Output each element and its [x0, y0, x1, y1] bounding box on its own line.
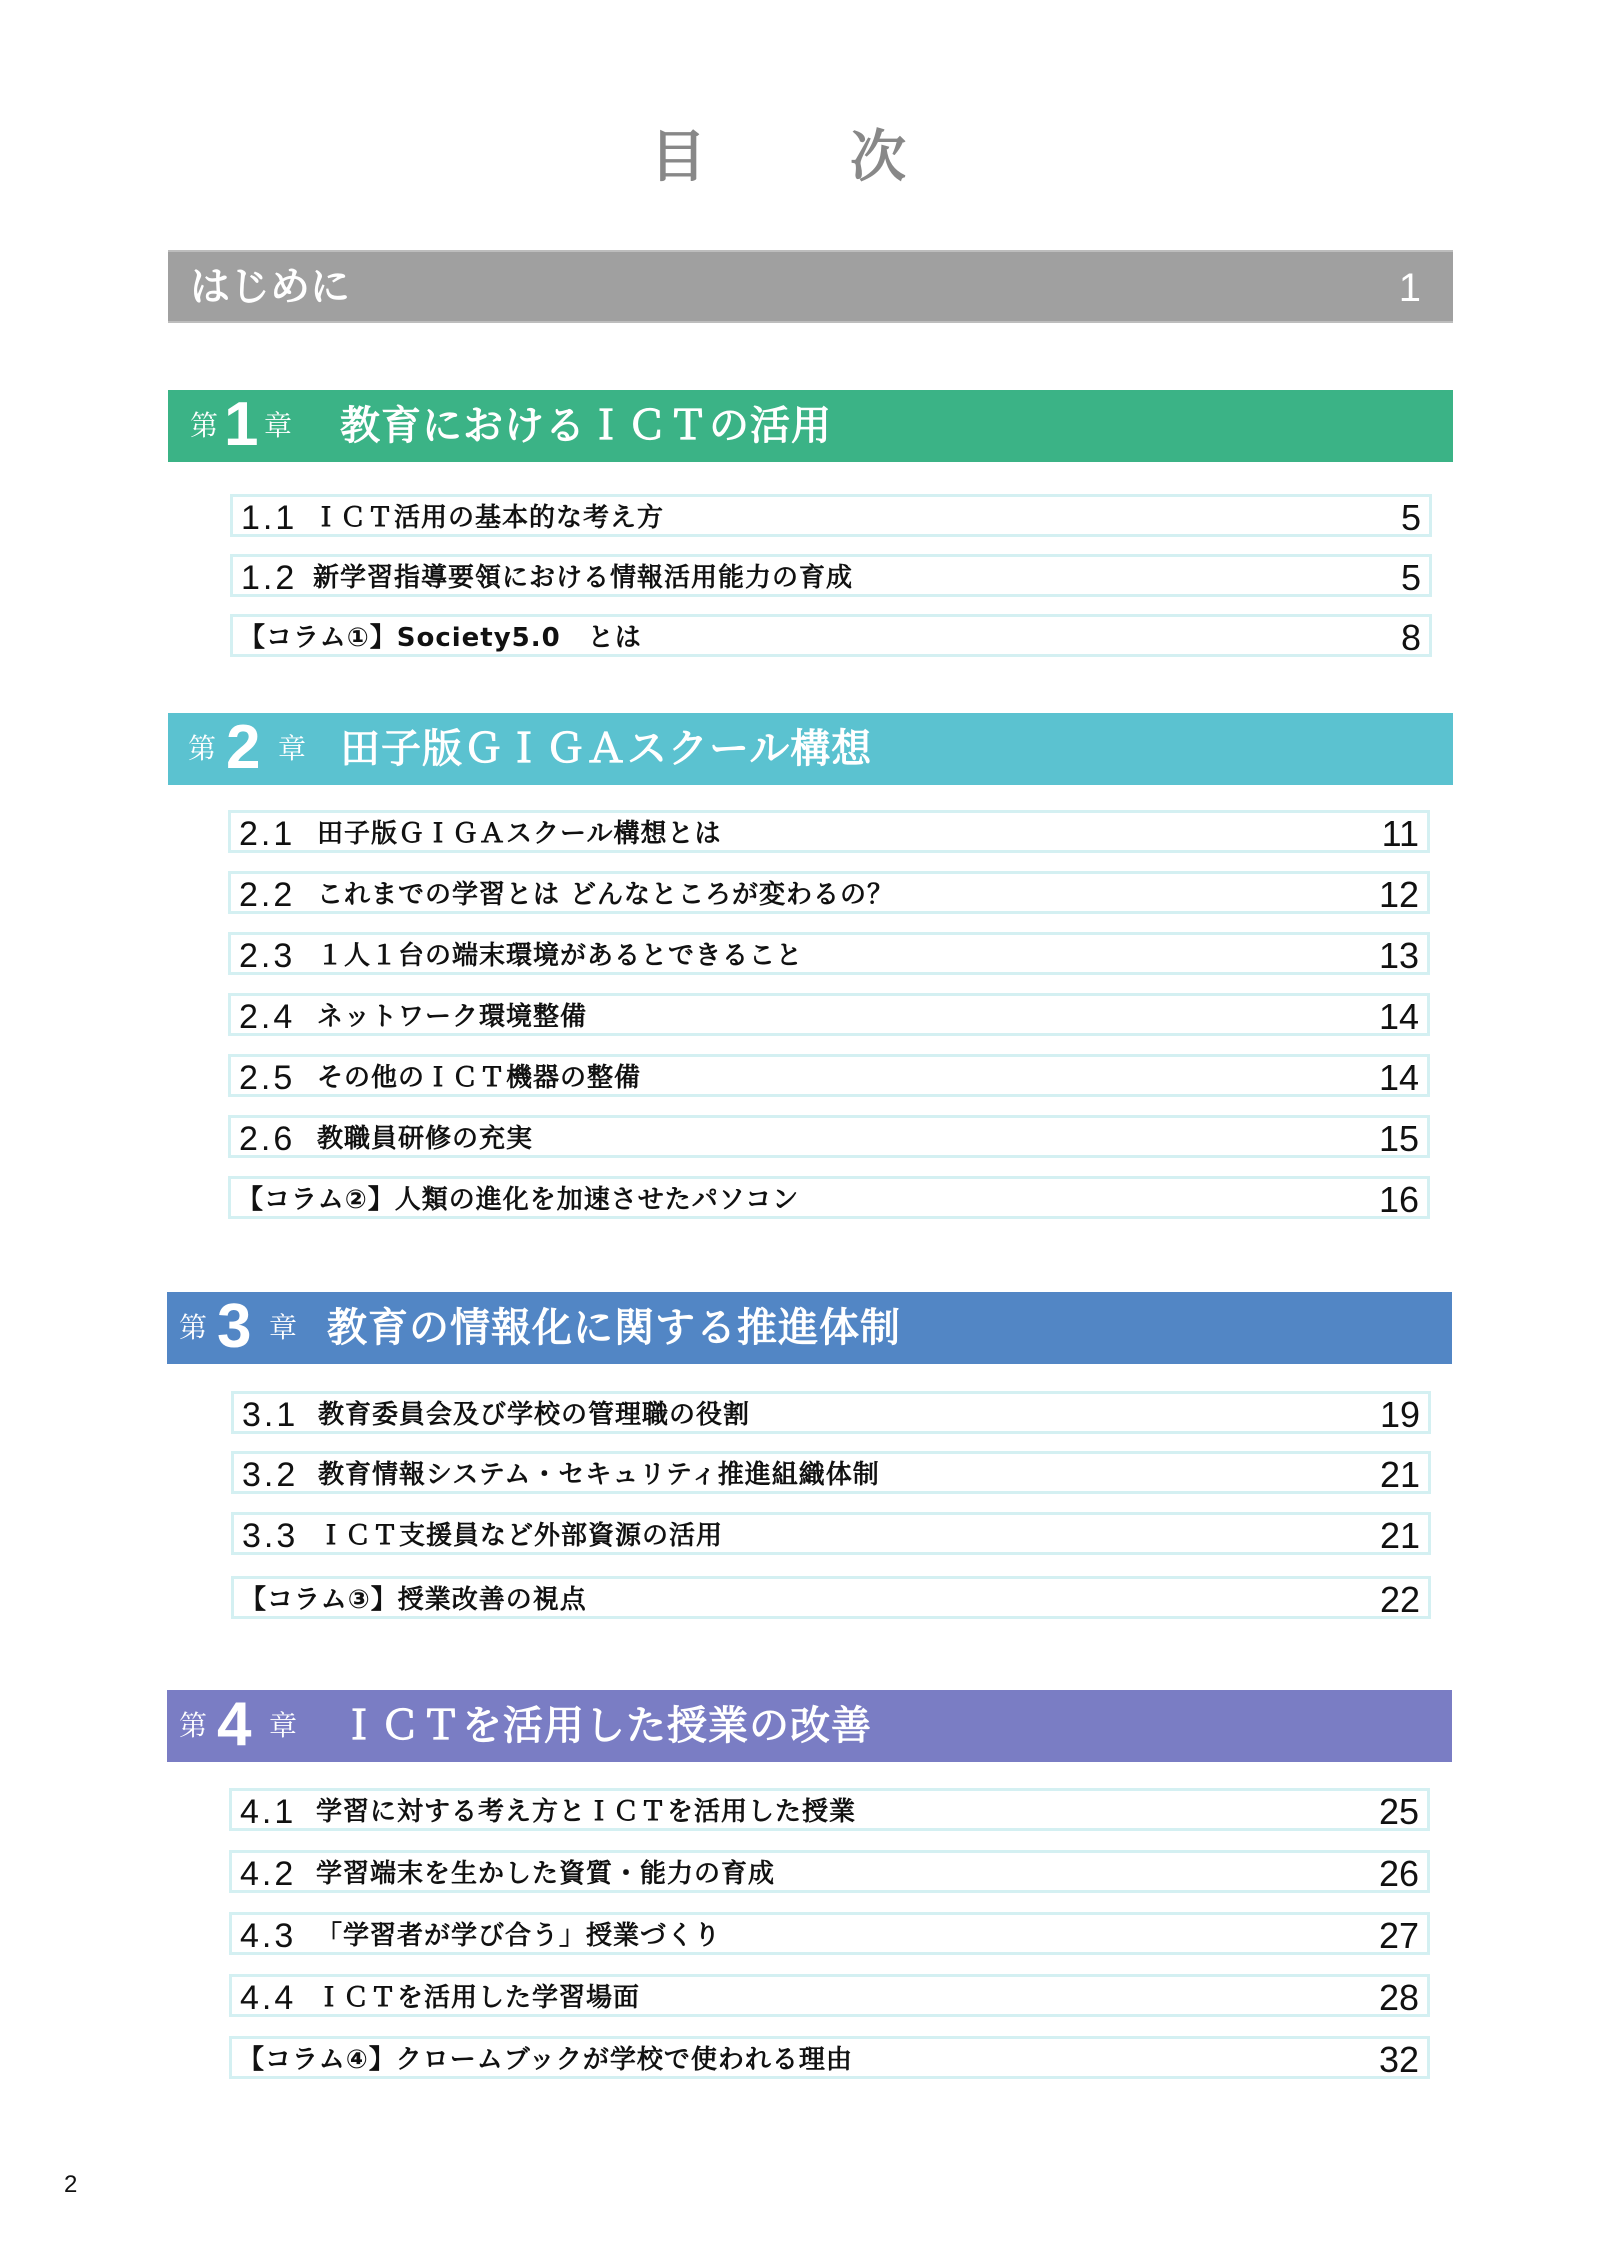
entry-page: 11	[1381, 813, 1419, 854]
chapter-prefix: 第	[190, 409, 219, 442]
entry-title: ＩＣＴを活用した学習場面	[316, 1983, 641, 2013]
page-title: 目 次	[650, 125, 950, 190]
intro-page-number: 1	[1398, 266, 1421, 310]
entry-title: ネットワーク環境整備	[317, 1002, 588, 1032]
entry-page: 26	[1378, 1853, 1419, 1894]
chapter-prefix: 第	[179, 1311, 208, 1344]
entry-number: 1.2	[241, 559, 298, 597]
entry-page: 15	[1378, 1118, 1419, 1159]
toc-entry-4-3[interactable]	[229, 1912, 1430, 1955]
chapter-prefix: 第	[179, 1709, 208, 1742]
entry-title: １人１台の端末環境があるとできること	[317, 941, 804, 971]
toc-entry-3-1[interactable]	[231, 1391, 1431, 1434]
chapter-number: 1	[224, 390, 259, 459]
chapter-suffix: 章	[264, 409, 293, 442]
toc-entry-1-1[interactable]	[230, 494, 1432, 537]
toc-entry-column-2[interactable]	[228, 1176, 1430, 1219]
toc-entry-column-1[interactable]	[230, 614, 1432, 657]
entry-title: 【コラム②】人類の進化を加速させたパソコン	[237, 1185, 800, 1215]
entry-title: 学習に対する考え方とＩＣＴを活用した授業	[316, 1797, 857, 1827]
toc-entry-4-1[interactable]	[229, 1788, 1430, 1831]
entry-title: 教育情報システム・セキュリティ推進組織体制	[318, 1460, 880, 1490]
chapter-suffix: 章	[278, 732, 307, 765]
chapter-4-header[interactable]	[167, 1690, 1452, 1762]
chapter-3-header[interactable]	[167, 1292, 1452, 1364]
entry-number: 2.3	[239, 937, 296, 975]
chapter-title: ＩＣＴを活用した授業の改善	[339, 1703, 872, 1749]
entry-page: 13	[1378, 935, 1419, 976]
entry-title: 学習端末を生かした資質・能力の育成	[316, 1859, 776, 1889]
entry-number: 3.3	[242, 1517, 299, 1555]
entry-page: 32	[1378, 2039, 1419, 2080]
entry-title: 【コラム④】クロームブックが学校で使われる理由	[238, 2045, 853, 2075]
entry-page: 19	[1379, 1394, 1420, 1435]
entry-number: 4.3	[240, 1917, 297, 1955]
entry-number: 2.6	[239, 1120, 296, 1158]
chapter-2-header[interactable]	[168, 713, 1453, 785]
chapter-suffix: 章	[269, 1709, 298, 1742]
entry-number: 2.1	[239, 815, 296, 853]
entry-number: 2.5	[239, 1059, 296, 1097]
entry-page: 12	[1378, 874, 1419, 915]
toc-entry-2-4[interactable]	[228, 993, 1430, 1036]
entry-title: 田子版ＧＩＧＡスクール構想とは	[317, 819, 722, 849]
footer-page-number: 2	[64, 2171, 78, 2198]
entry-title: 教育委員会及び学校の管理職の役割	[318, 1400, 751, 1430]
entry-title: これまでの学習とは どんなところが変わるの？	[317, 880, 895, 910]
entry-page: 27	[1378, 1915, 1419, 1956]
entry-number: 2.4	[239, 998, 296, 1036]
entry-page: 5	[1400, 557, 1421, 598]
chapter-title: 田子版ＧＩＧＡスクール構想	[340, 726, 873, 772]
entry-page: 21	[1379, 1454, 1420, 1495]
entry-number: 3.1	[242, 1396, 299, 1434]
intro-bar[interactable]	[168, 250, 1453, 323]
entry-number: 4.1	[240, 1793, 297, 1831]
entry-number: 3.2	[242, 1456, 299, 1494]
entry-page: 14	[1378, 1057, 1419, 1098]
chapter-title: 教育におけるＩＣＴの活用	[340, 403, 832, 449]
toc-entry-2-6[interactable]	[228, 1115, 1430, 1158]
entry-title: 「学習者が学び合う」授業づくり	[316, 1921, 722, 1951]
chapter-number: 2	[226, 713, 261, 782]
chapter-number: 3	[217, 1292, 252, 1361]
toc-entry-3-3[interactable]	[231, 1512, 1431, 1555]
toc-entry-3-2[interactable]	[231, 1451, 1431, 1494]
toc-entry-column-4[interactable]	[229, 2036, 1430, 2079]
toc-entry-2-2[interactable]	[228, 871, 1430, 914]
entry-title: 新学習指導要領における情報活用能力の育成	[313, 563, 854, 593]
entry-number: 1.1	[241, 499, 298, 537]
entry-title: ＩＣＴ支援員など外部資源の活用	[318, 1521, 724, 1551]
entry-page: 14	[1378, 996, 1419, 1037]
entry-page: 28	[1378, 1977, 1419, 2018]
entry-title: その他のＩＣＴ機器の整備	[317, 1063, 642, 1093]
toc-entry-column-3[interactable]	[231, 1576, 1431, 1619]
entry-page: 22	[1379, 1579, 1420, 1620]
entry-number: 2.2	[239, 876, 296, 914]
entry-page: 25	[1378, 1791, 1419, 1832]
chapter-title: 教育の情報化に関する推進体制	[327, 1305, 901, 1351]
chapter-number: 4	[217, 1690, 252, 1759]
toc-entry-2-3[interactable]	[228, 932, 1430, 975]
toc-entry-4-2[interactable]	[229, 1850, 1430, 1893]
entry-number: 4.4	[240, 1979, 297, 2017]
toc-entry-2-5[interactable]	[228, 1054, 1430, 1097]
entry-page: 16	[1378, 1179, 1419, 1220]
chapter-suffix: 章	[269, 1311, 298, 1344]
chapter-prefix: 第	[188, 732, 217, 765]
entry-page: 8	[1400, 617, 1421, 658]
toc-entry-4-4[interactable]	[229, 1974, 1430, 2017]
entry-title: ＩＣＴ活用の基本的な考え方	[313, 503, 665, 533]
entry-number: 4.2	[240, 1855, 297, 1893]
entry-title: 【コラム①】Society5.0 とは	[239, 623, 642, 653]
entry-title: 【コラム③】授業改善の視点	[240, 1585, 587, 1615]
toc-entry-2-1[interactable]	[228, 810, 1430, 853]
entry-title: 教職員研修の充実	[317, 1124, 534, 1154]
entry-page: 5	[1400, 497, 1421, 538]
chapter-1-header[interactable]	[168, 390, 1453, 462]
toc-entry-1-2[interactable]	[230, 554, 1432, 597]
intro-label: はじめに	[190, 264, 350, 310]
entry-page: 21	[1379, 1515, 1420, 1556]
